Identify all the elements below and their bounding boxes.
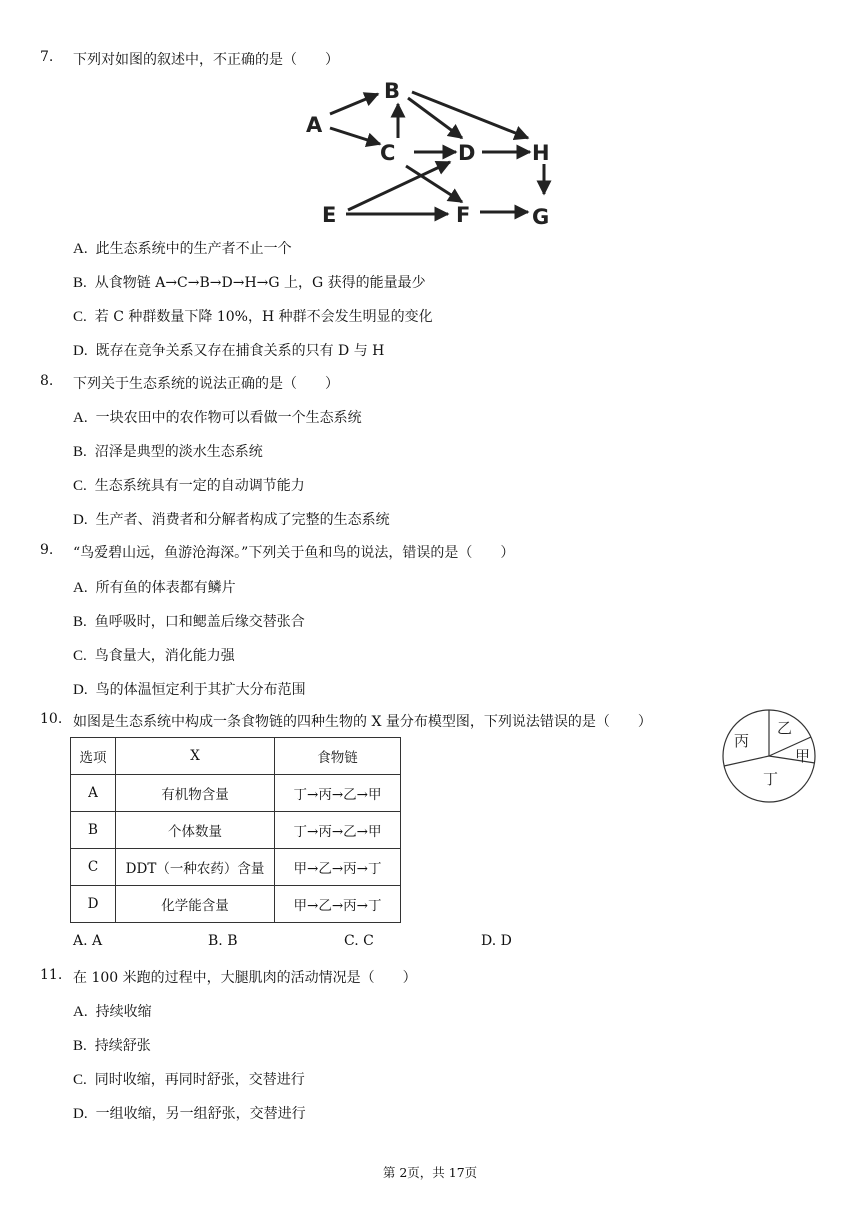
pie-model-diagram <box>719 706 819 806</box>
option-text: 一组收缩，另一组舒张，交替进行 <box>95 1106 306 1122</box>
option-letter: B. <box>73 1038 87 1054</box>
question-11-option-b[interactable] <box>73 1035 151 1055</box>
node-e: E <box>322 203 337 227</box>
question-7-option-b[interactable] <box>73 272 426 292</box>
question-8-option-a[interactable] <box>73 407 362 427</box>
node-d: D <box>458 141 476 165</box>
table-cell: 甲→乙→丙→丁 <box>275 849 401 886</box>
question-10-text: 如图是生态系统中构成一条食物链的四种生物的 X 量分布模型图，下列说法错误的是（ ） <box>73 714 652 730</box>
option-letter: A. <box>73 580 88 596</box>
pie-label-jia: 甲 <box>795 747 811 765</box>
question-10-number: 10. <box>40 711 63 727</box>
table-cell: 丁→丙→乙→甲 <box>275 775 401 812</box>
option-letter: B. <box>73 614 87 630</box>
table-row <box>71 775 401 812</box>
question-10-table <box>70 737 401 923</box>
pie-label-bing: 丙 <box>734 732 750 750</box>
table-header-cell: X <box>116 738 275 775</box>
table-cell: 甲→乙→丙→丁 <box>275 886 401 923</box>
option-text: 沼泽是典型的淡水生态系统 <box>94 444 263 460</box>
option-letter: A. <box>73 1004 88 1020</box>
option-letter: D. <box>73 682 88 698</box>
question-11-text: 在 100 米跑的过程中，大腿肌肉的活动情况是（ ） <box>73 970 417 986</box>
option-text: 持续舒张 <box>94 1038 151 1054</box>
table-cell: 个体数量 <box>116 812 275 849</box>
question-11-option-d[interactable] <box>73 1103 306 1123</box>
table-cell: 化学能含量 <box>116 886 275 923</box>
option-letter: C. <box>73 1072 87 1088</box>
table-cell: C <box>71 849 116 886</box>
node-b: B <box>384 79 401 103</box>
question-9-option-d[interactable] <box>73 679 306 699</box>
table-row <box>71 812 401 849</box>
option-letter: C. <box>73 478 87 494</box>
question-7-option-c[interactable] <box>73 306 433 326</box>
node-f: F <box>456 203 471 227</box>
option-text: 鸟的体温恒定利于其扩大分布范围 <box>95 682 306 698</box>
option-text: 从食物链 A→C→B→D→H→G 上，G 获得的能量最少 <box>94 275 426 291</box>
table-cell: 丁→丙→乙→甲 <box>275 812 401 849</box>
node-h: H <box>532 141 550 165</box>
option-text: 此生态系统中的生产者不止一个 <box>95 241 292 257</box>
question-8-option-b[interactable] <box>73 441 263 461</box>
option-text: 持续收缩 <box>95 1004 152 1020</box>
question-10-option-b[interactable]: B. B <box>208 933 238 949</box>
question-11-number: 11. <box>40 967 63 983</box>
table-row <box>71 886 401 923</box>
option-letter: B. <box>73 444 87 460</box>
pie-label-ding: 丁 <box>763 770 779 788</box>
question-9-number: 9. <box>40 542 54 558</box>
option-letter: C. <box>73 648 87 664</box>
option-text: 生态系统具有一定的自动调节能力 <box>94 478 305 494</box>
table-cell: B <box>71 812 116 849</box>
option-letter: C. <box>73 309 87 325</box>
question-7-option-a[interactable] <box>73 238 292 258</box>
page-footer: 第 2页，共 17页 <box>382 1165 478 1180</box>
pie-label-yi: 乙 <box>777 719 793 737</box>
option-text: 同时收缩，再同时舒张，交替进行 <box>94 1072 305 1088</box>
question-8-text: 下列关于生态系统的说法正确的是（ ） <box>73 376 339 392</box>
question-8-number: 8. <box>40 373 54 389</box>
option-text: 鱼呼吸时，口和鳃盖后缘交替张合 <box>94 614 305 630</box>
option-letter: A. <box>73 410 88 426</box>
question-7-text: 下列对如图的叙述中，不正确的是（ ） <box>73 52 339 68</box>
question-8-option-d[interactable] <box>73 509 390 529</box>
option-letter: D. <box>73 512 88 528</box>
table-cell: D <box>71 886 116 923</box>
question-10-option-a[interactable]: A. A <box>73 933 103 949</box>
question-11-option-a[interactable] <box>73 1001 152 1021</box>
question-11-option-c[interactable] <box>73 1069 305 1089</box>
option-text: 一块农田中的农作物可以看做一个生态系统 <box>95 410 362 426</box>
option-text: 生产者、消费者和分解者构成了完整的生态系统 <box>95 512 390 528</box>
option-text: 若 C 种群数量下降 10%，H 种群不会发生明显的变化 <box>94 309 433 325</box>
table-header-row <box>71 738 401 775</box>
table-header-cell: 选项 <box>71 738 116 775</box>
question-9-option-a[interactable] <box>73 577 236 597</box>
option-text: 所有鱼的体表都有鳞片 <box>95 580 236 596</box>
question-9-option-c[interactable] <box>73 645 235 665</box>
question-9-option-b[interactable] <box>73 611 305 631</box>
question-7-option-d[interactable] <box>73 340 384 360</box>
node-g: G <box>532 205 550 229</box>
table-cell: A <box>71 775 116 812</box>
option-text: 鸟食量大，消化能力强 <box>94 648 235 664</box>
option-letter: D. <box>73 1106 88 1122</box>
question-8-option-c[interactable] <box>73 475 305 495</box>
node-c: C <box>380 141 396 165</box>
table-header-cell: 食物链 <box>275 738 401 775</box>
table-cell: 有机物含量 <box>116 775 275 812</box>
option-letter: D. <box>73 343 88 359</box>
food-web-diagram <box>300 76 562 232</box>
node-a: A <box>306 113 323 137</box>
question-10-option-c[interactable]: C. C <box>344 933 374 949</box>
table-cell: DDT（一种农药）含量 <box>116 849 275 886</box>
table-row <box>71 849 401 886</box>
option-letter: B. <box>73 275 87 291</box>
option-letter: A. <box>73 241 88 257</box>
question-10-option-d[interactable]: D. D <box>481 933 512 949</box>
question-9-text: “鸟爱碧山远，鱼游沧海深。”下列关于鱼和鸟的说法，错误的是（ ） <box>73 545 515 561</box>
question-7-number: 7. <box>40 49 54 65</box>
option-text: 既存在竞争关系又存在捕食关系的只有 D 与 H <box>95 343 385 359</box>
